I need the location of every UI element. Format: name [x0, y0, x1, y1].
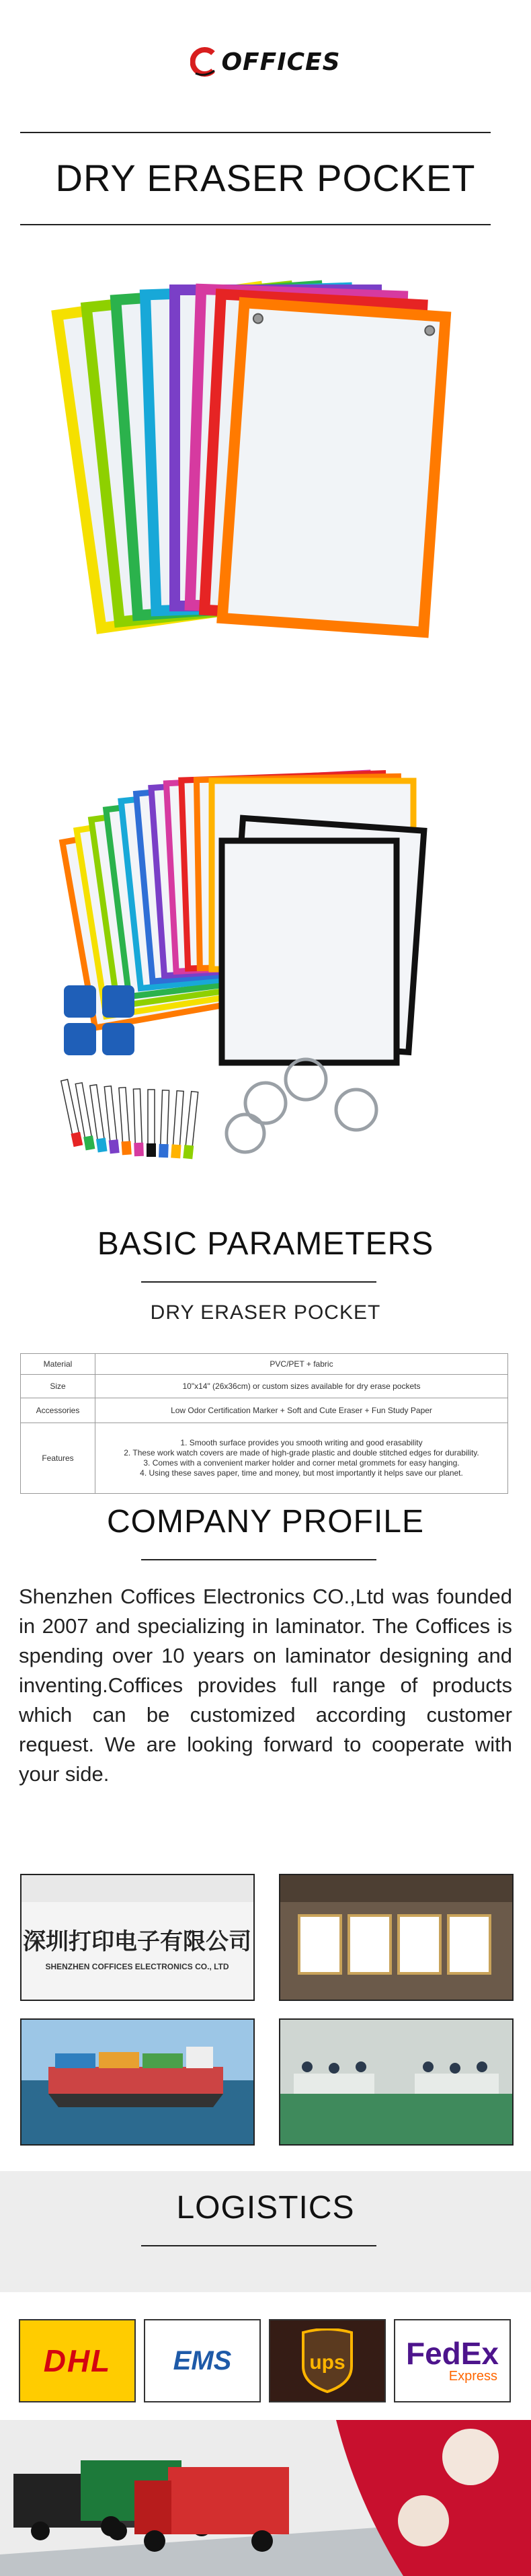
- photo-certificates: [279, 1874, 514, 2001]
- photo-company-sign: [20, 1874, 255, 2001]
- company-sign-illustration: [22, 1875, 253, 2000]
- certificates-illustration: [280, 1875, 512, 2000]
- fedex-logo-text: FedEx: [405, 2335, 499, 2371]
- company-description: Shenzhen Coffices Electronics CO.,Ltd was founded in 2007 and specializing in laminator. The Coffices is spending over 10 years on laminator designing and inventing.Coffices provides full range of products which can be customized according customer request. We are looking forward to cooperate with your side.: [19, 1585, 512, 1786]
- carrier-ups: [269, 2319, 386, 2402]
- table-row: [21, 1375, 508, 1398]
- dhl-logo-text: DHL: [43, 2343, 112, 2378]
- section-heading-parameters: BASIC PARAMETERS: [97, 1226, 434, 1262]
- carrier-fedex: [394, 2319, 511, 2402]
- product-image-accessories: [40, 730, 497, 1174]
- fedex-express-text: Express: [448, 2368, 497, 2384]
- feature-item: 4. Using these saves paper, time and money, but most importantly it helps save our planet.: [140, 1468, 463, 1478]
- table-row: [21, 1354, 508, 1375]
- product-image-pockets: [40, 259, 497, 689]
- brand-logo: [0, 42, 531, 82]
- table-row: [21, 1398, 508, 1423]
- param-label: Size: [21, 1375, 95, 1398]
- factory-illustration: [280, 2020, 512, 2144]
- param-value: PVC/PET + fabric: [95, 1354, 508, 1375]
- ups-shield-icon: [300, 2328, 354, 2393]
- carrier-dhl: [19, 2319, 136, 2402]
- section-heading-logistics: LOGISTICS: [176, 2190, 355, 2226]
- svg-text:ups: ups: [309, 2351, 345, 2374]
- parameters-table: [20, 1353, 508, 1494]
- sign-en-text: SHENZHEN COFFICES ELECTRONICS CO., LTD: [45, 1962, 229, 1971]
- section-heading-company: COMPANY PROFILE: [107, 1504, 424, 1540]
- param-label: Material: [21, 1354, 95, 1375]
- param-value: 10"x14" (26x36cm) or custom sizes available for dry erase pockets: [95, 1375, 508, 1398]
- logistics-trucks-image: [0, 2420, 531, 2576]
- sign-cn-text: 深圳打印电子有限公司: [23, 1928, 251, 1955]
- table-row: [21, 1423, 508, 1494]
- divider: [141, 1559, 376, 1560]
- photo-factory-floor: [279, 2018, 514, 2146]
- logo-text: OFFICES: [221, 48, 341, 76]
- divider: [20, 132, 491, 133]
- feature-item: 2. These work watch covers are made of high-grade plastic and double stitched edges for durability.: [124, 1448, 479, 1457]
- parameters-subheading: DRY ERASER POCKET: [150, 1301, 381, 1324]
- feature-item: 1. Smooth surface provides you smooth writing and good erasability: [180, 1438, 423, 1447]
- carrier-ems: [144, 2319, 261, 2402]
- param-value-features: [95, 1423, 508, 1494]
- param-label: Features: [21, 1423, 95, 1494]
- feature-item: 3. Comes with a convenient marker holder and corner metal grommets for easy hanging.: [143, 1458, 460, 1468]
- divider: [141, 1281, 376, 1283]
- divider: [141, 2245, 376, 2246]
- ship-illustration: [22, 2020, 253, 2144]
- param-label: Accessories: [21, 1398, 95, 1423]
- logo-c-icon: [190, 46, 217, 77]
- divider: [20, 224, 491, 225]
- photo-shipping-port: [20, 2018, 255, 2146]
- param-value: Low Odor Certification Marker + Soft and Cute Eraser + Fun Study Paper: [95, 1398, 508, 1423]
- page-title: DRY ERASER POCKET: [55, 157, 476, 199]
- ems-logo-text: EMS: [173, 2345, 232, 2376]
